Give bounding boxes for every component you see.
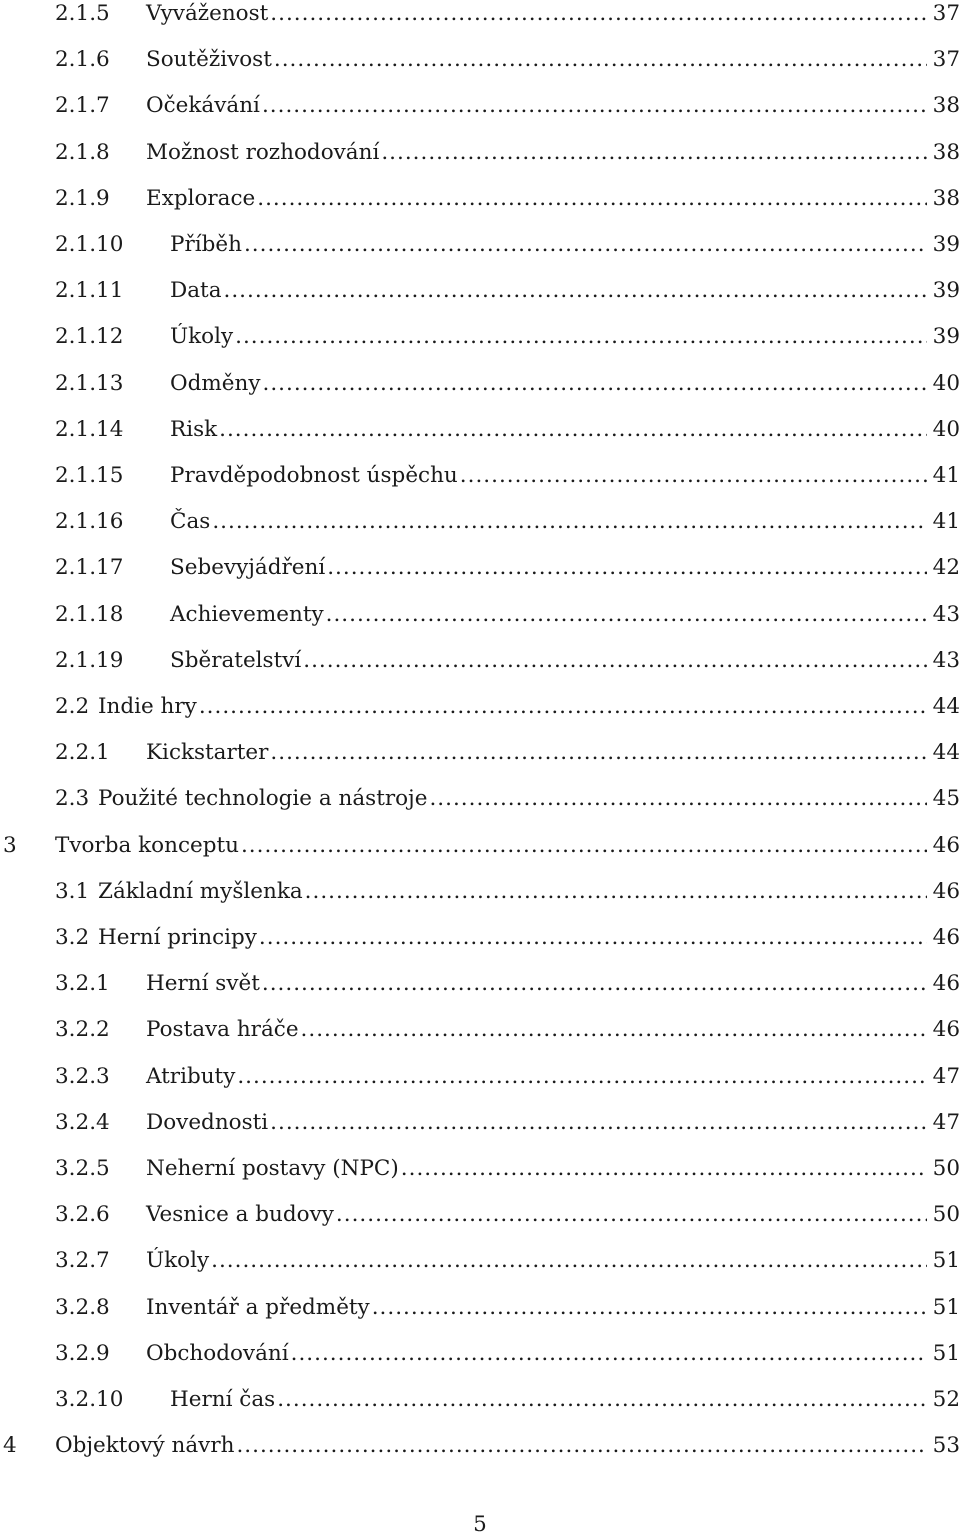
toc-entry[interactable]	[0, 1063, 960, 1109]
toc-entry-number: 3.2.7	[55, 1248, 110, 1274]
toc-entry-page: 40	[932, 416, 960, 442]
dot-leader	[211, 1247, 927, 1275]
toc-entry-page: 39	[932, 232, 960, 257]
dot-leader	[199, 693, 927, 721]
toc-entry-title: Kickstarter	[146, 740, 269, 766]
toc-entry-title: Achievementy	[170, 601, 324, 627]
toc-entry[interactable]	[0, 739, 960, 785]
toc-entry-page: 43	[932, 601, 960, 627]
toc-entry-title: Pravděpodobnost úspěchu	[170, 463, 458, 488]
toc-entry-title: Dovednosti	[146, 1109, 269, 1135]
toc-entry-page: 39	[932, 324, 960, 350]
toc-entry[interactable]	[0, 0, 960, 46]
toc-entry[interactable]	[0, 601, 960, 647]
page-number: 5	[473, 1512, 487, 1537]
toc-entry-title-leader	[146, 1247, 927, 1275]
toc-entry-number: 2.1.19	[55, 647, 124, 673]
toc-entry-title: Data	[170, 278, 222, 304]
toc-entry-number: 3.2	[55, 925, 90, 950]
toc-entry-title-leader	[170, 323, 927, 351]
toc-entry-title: Herní principy	[98, 925, 257, 950]
dot-leader	[244, 231, 927, 259]
toc-entry-title-leader	[170, 370, 927, 398]
toc-entry-title: Sebevyjádření	[170, 555, 326, 581]
toc-entry-title: Herní čas	[170, 1387, 276, 1412]
toc-entry-page: 39	[932, 278, 960, 304]
toc-entry[interactable]	[0, 508, 960, 554]
toc-entry-page: 45	[932, 786, 960, 812]
dot-leader	[401, 1155, 927, 1183]
dot-leader	[372, 1294, 927, 1322]
toc-entry-title: Úkoly	[146, 1248, 210, 1274]
toc-entry[interactable]	[0, 554, 960, 600]
dot-leader	[327, 554, 927, 582]
toc-entry-title: Možnost rozhodování	[146, 139, 380, 165]
toc-entry[interactable]	[0, 924, 960, 970]
toc-entry-title: Obchodování	[146, 1340, 289, 1366]
toc-entry-title: Objektový návrh	[55, 1433, 235, 1459]
dot-leader	[270, 1109, 927, 1137]
dot-leader	[381, 139, 927, 167]
toc-entry[interactable]	[0, 832, 960, 878]
toc-entry-title-leader	[98, 693, 927, 721]
toc-entry[interactable]	[0, 323, 960, 369]
toc-entry-number: 2.1.16	[55, 509, 124, 535]
toc-entry-number: 2.3	[55, 786, 90, 812]
toc-entry-page: 53	[932, 1433, 960, 1459]
dot-leader	[212, 508, 927, 536]
toc-entry-page: 38	[932, 139, 960, 165]
toc-entry-title-leader	[146, 92, 927, 120]
toc-entry-page: 47	[932, 1109, 960, 1135]
dot-leader	[270, 739, 927, 767]
toc-entry-title: Čas	[170, 509, 211, 535]
toc-entry-number: 3	[3, 832, 17, 858]
toc-entry-title-leader	[146, 0, 927, 28]
toc-entry[interactable]	[0, 1247, 960, 1293]
dot-leader	[241, 832, 927, 860]
toc-entry-title: Risk	[170, 416, 218, 442]
toc-entry-number: 2.1.17	[55, 555, 124, 581]
toc-entry-title: Herní svět	[146, 971, 260, 997]
toc-entry-page: 51	[932, 1340, 960, 1366]
dot-leader	[291, 1340, 927, 1368]
toc-entry[interactable]	[0, 878, 960, 924]
toc-entry-page: 44	[932, 740, 960, 766]
toc-entry-title-leader	[146, 970, 927, 998]
toc-entry-number: 3.1	[55, 878, 90, 904]
toc-entry-title: Atributy	[146, 1063, 236, 1089]
toc-entry-number: 2.1.7	[55, 93, 110, 119]
toc-entry-page: 50	[932, 1202, 960, 1228]
toc-entry-title-leader	[170, 647, 927, 675]
toc-entry[interactable]	[0, 970, 960, 1016]
toc-entry-title-leader	[170, 601, 927, 629]
toc-entry-page: 44	[932, 694, 960, 719]
dot-leader	[262, 92, 927, 120]
toc-entry-page: 42	[932, 555, 960, 581]
toc-entry-number: 3.2.3	[55, 1063, 110, 1089]
dot-leader	[224, 277, 927, 305]
toc-entry[interactable]	[0, 46, 960, 92]
toc-entry-title: Soutěživost	[146, 47, 272, 73]
toc-entry-title: Indie hry	[98, 694, 197, 719]
toc-entry-number: 2.1.9	[55, 185, 110, 211]
toc-entry-title: Úkoly	[170, 324, 234, 350]
dot-leader	[301, 1016, 927, 1044]
toc-entry[interactable]	[0, 462, 960, 508]
dot-leader	[270, 0, 927, 28]
toc-entry-number: 2.1.13	[55, 370, 124, 396]
toc-entry[interactable]	[0, 231, 960, 277]
toc-entry-title-leader	[146, 46, 927, 74]
toc-entry[interactable]	[0, 647, 960, 693]
toc-entry-title: Explorace	[146, 185, 256, 211]
toc-entry[interactable]	[0, 1155, 960, 1201]
toc-entry-number: 3.2.6	[55, 1202, 110, 1228]
toc-entry-title: Odměny	[170, 370, 261, 396]
dot-leader	[277, 1386, 927, 1414]
toc-entry-page: 38	[932, 93, 960, 119]
toc-entry-page: 51	[932, 1248, 960, 1274]
dot-leader	[263, 370, 928, 398]
toc-entry-number: 3.2.9	[55, 1340, 110, 1366]
toc-entry-page: 37	[932, 47, 960, 73]
toc-entry-page: 43	[932, 647, 960, 673]
toc-entry-number: 3.2.5	[55, 1156, 110, 1181]
toc-entry-title: Příběh	[170, 232, 242, 257]
dot-leader	[429, 785, 927, 813]
dot-leader	[257, 185, 927, 213]
toc-entry-title-leader	[146, 139, 927, 167]
toc-entry-title-leader	[146, 185, 927, 213]
dot-leader	[219, 416, 927, 444]
toc-entry-number: 3.2.1	[55, 971, 110, 997]
toc-entry-title-leader	[146, 1155, 927, 1183]
toc-entry-title-leader	[170, 462, 927, 490]
toc-entry-page: 41	[932, 463, 960, 488]
toc-entry-title-leader	[98, 878, 927, 906]
toc-entry-page: 46	[932, 1017, 960, 1043]
toc-entry-title-leader	[146, 1201, 927, 1229]
toc-entry-title: Vyváženost	[146, 1, 269, 26]
toc-entry[interactable]	[0, 92, 960, 138]
toc-entry-number: 3.2.4	[55, 1109, 110, 1135]
toc-entry-number: 2.1.5	[55, 1, 110, 26]
dot-leader	[460, 462, 927, 490]
toc-entry-number: 2.1.14	[55, 416, 124, 442]
toc-entry-title-leader	[170, 416, 927, 444]
toc-entry-title-leader	[170, 231, 927, 259]
toc-entry[interactable]	[0, 416, 960, 462]
toc-entry-title-leader	[146, 1294, 927, 1322]
toc-entry-title: Postava hráče	[146, 1017, 299, 1043]
toc-entry-number: 2.2.1	[55, 740, 110, 766]
dot-leader	[262, 970, 927, 998]
toc-entry-title-leader	[170, 508, 927, 536]
dot-leader	[274, 46, 927, 74]
toc-entry-number: 2.1.6	[55, 47, 110, 73]
toc-entry-number: 2.1.12	[55, 324, 124, 350]
dot-leader	[305, 878, 927, 906]
toc-entry-title: Neherní postavy (NPC)	[146, 1156, 399, 1181]
toc-entry-page: 46	[932, 925, 960, 950]
toc-entry[interactable]	[0, 1201, 960, 1247]
toc-entry-number: 4	[3, 1433, 17, 1459]
toc-entry[interactable]	[0, 1294, 960, 1340]
toc-entry-page: 38	[932, 185, 960, 211]
toc-entry-page: 50	[932, 1156, 960, 1181]
toc-entry-title-leader	[146, 1063, 927, 1091]
dot-leader	[303, 647, 927, 675]
toc-entry-number: 2.1.10	[55, 232, 124, 257]
toc-entry-title-leader	[146, 1016, 927, 1044]
toc-entry-page: 40	[932, 370, 960, 396]
toc-entry-number: 3.2.10	[55, 1387, 124, 1412]
toc-entry-title: Očekávání	[146, 93, 260, 119]
toc-entry[interactable]	[0, 1386, 960, 1432]
toc-entry-page: 46	[932, 832, 960, 858]
toc-entry[interactable]	[0, 139, 960, 185]
toc-entry[interactable]	[0, 1340, 960, 1386]
toc-entry[interactable]	[0, 1016, 960, 1062]
toc-entry-title: Použité technologie a nástroje	[98, 786, 428, 812]
toc-entry[interactable]	[0, 785, 960, 831]
toc-entry-number: 3.2.2	[55, 1017, 110, 1043]
toc-entry-title: Sběratelství	[170, 647, 302, 673]
toc-entry[interactable]	[0, 370, 960, 416]
dot-leader	[326, 601, 927, 629]
toc-entry[interactable]	[0, 277, 960, 323]
toc-entry-page: 37	[932, 1, 960, 26]
toc-entry-page: 41	[932, 509, 960, 535]
toc-entry-page: 46	[932, 971, 960, 997]
toc-entry-title-leader	[146, 1109, 927, 1137]
toc-entry-title-leader	[98, 785, 927, 813]
toc-entry-page: 52	[932, 1387, 960, 1412]
toc-entry-title-leader	[98, 924, 927, 952]
toc-entry-title-leader	[146, 1340, 927, 1368]
toc-entry-title: Inventář a předměty	[146, 1294, 370, 1320]
toc-entry-title-leader	[170, 554, 927, 582]
toc-entry-title: Tvorba konceptu	[55, 832, 239, 858]
toc-entry-page: 47	[932, 1063, 960, 1089]
toc-entry[interactable]	[0, 693, 960, 739]
toc-entry-page: 51	[932, 1294, 960, 1320]
toc-entry-number: 2.1.18	[55, 601, 124, 627]
toc-entry[interactable]	[0, 1109, 960, 1155]
dot-leader	[235, 323, 927, 351]
toc-entry-title-leader	[170, 1386, 927, 1414]
toc-entry-title: Vesnice a budovy	[146, 1202, 334, 1228]
toc-entry-number: 2.1.11	[55, 278, 124, 304]
toc-entry-number: 2.1.8	[55, 139, 110, 165]
dot-leader	[237, 1063, 927, 1091]
toc-entry-number: 3.2.8	[55, 1294, 110, 1320]
toc-entry-number: 2.2	[55, 694, 90, 719]
toc-entry-number: 2.1.15	[55, 463, 124, 488]
dot-leader	[259, 924, 927, 952]
toc-entry-title-leader	[146, 739, 927, 767]
toc-entry-title-leader	[170, 277, 927, 305]
toc-entry-title-leader	[55, 832, 927, 860]
dot-leader	[236, 1432, 927, 1460]
toc-entry[interactable]	[0, 1432, 960, 1478]
toc-entry-page: 46	[932, 878, 960, 904]
toc-entry[interactable]	[0, 185, 960, 231]
toc-entry-title-leader	[55, 1432, 927, 1460]
toc-entry-title: Základní myšlenka	[98, 878, 303, 904]
dot-leader	[336, 1201, 927, 1229]
